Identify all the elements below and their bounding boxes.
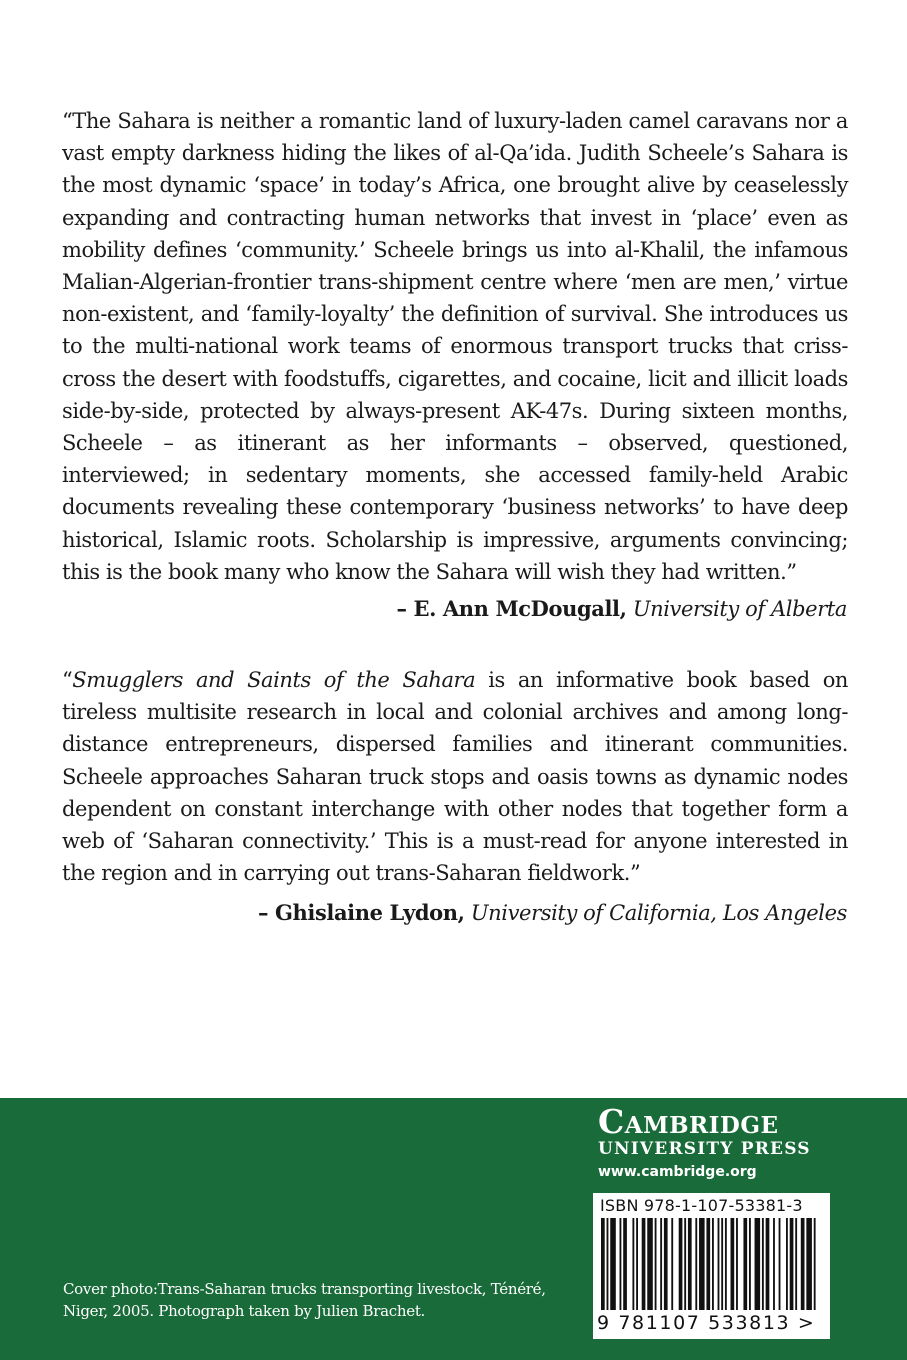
barcode-bar — [795, 1218, 797, 1310]
barcode-bar — [620, 1218, 622, 1310]
barcode-bar — [779, 1218, 781, 1310]
barcode-bar — [814, 1218, 816, 1310]
book-title: Smugglers and Saints of the Sahara — [72, 668, 476, 692]
reviewer-institution: University of California, Los Angeles — [470, 901, 847, 925]
barcode-bar — [684, 1218, 686, 1310]
barcode-bar — [755, 1218, 761, 1310]
barcode-bar — [695, 1218, 697, 1310]
reviewer-name: – Ghislaine Lydon, — [257, 900, 465, 925]
cover-photo-credit: Cover photo:Trans-Saharan trucks transporting livestock, Ténéré, Niger, 2005. Photograph taken by Julien Brachet. — [63, 1280, 546, 1320]
publisher-name: Cambridge — [598, 1102, 779, 1141]
quote-open-mark: “ — [62, 668, 73, 692]
barcode-bar — [801, 1218, 805, 1310]
barcode-bar — [786, 1218, 788, 1310]
barcode-bar — [731, 1218, 735, 1310]
review-attribution-1 — [396, 593, 847, 625]
barcode-bar — [632, 1218, 634, 1310]
publisher-block — [598, 1104, 828, 1182]
barcode-bar — [773, 1218, 775, 1310]
review-attribution-2 — [258, 897, 847, 929]
barcode-bar — [790, 1218, 794, 1310]
barcode-bar — [743, 1218, 747, 1310]
barcode-bar — [642, 1218, 646, 1310]
reviewer-institution: University of Alberta — [632, 597, 847, 621]
barcode-bar — [699, 1218, 705, 1310]
barcode-bar — [725, 1218, 727, 1310]
barcode-bar — [671, 1218, 673, 1310]
barcode-bar — [806, 1218, 812, 1310]
barcode-bar — [636, 1218, 638, 1310]
barcode-bar — [706, 1218, 710, 1310]
barcode-bar — [749, 1218, 751, 1310]
barcode-bar — [664, 1218, 668, 1310]
review-quote-1: “The Sahara is neither a romantic land of luxury-laden camel caravans nor a vast empty darkness hiding the likes of al-Qa’ida. Judith Scheele’s Sahara is the most dynamic ‘space’ in today’s Africa, one brought alive by ceaselessly expanding and contracting human networks that invest in ‘place’ even as mobility defines ‘community.’ Scheele brings us into al-Khalil, the infamous Malian-Algerian-frontier trans-shipment centre where ‘men are men,’ virtue non-existent, and ‘family-loyalty’ the definition of survival. She introduces us to the multi-national work teams of enormous transport trucks that criss-cross the desert with foodstuffs, cigarettes, and cocaine, licit and illicit loads side-by-side, protected by always-present AK-47s. During sixteen months, Scheele – as itinerant as her informants – observed, questioned, interviewed; in sedentary moments, she accessed family-held Arabic documents revealing these contemporary ‘business networks’ to have deep historical, Islamic roots. Scholarship is impressive, arguments convincing; this is the book many who know the Sahara will wish they had written.” — [62, 109, 848, 584]
barcode-bar — [679, 1218, 683, 1310]
barcode-bar — [736, 1218, 738, 1310]
barcode-bar — [766, 1218, 770, 1310]
barcode-bar — [610, 1218, 616, 1310]
barcode-digits: 9 781107 533813 > — [597, 1312, 816, 1334]
barcode-bar — [688, 1218, 692, 1310]
review-quote-2-text: is an informative book based on tireless multisite research in local and colonial archives and among long-distance entrepreneurs, dispersed families and itinerant communities. Scheele approaches Saharan truck stops and oasis towns as dynamic nodes dependent on constant interchange with other nodes that together form a web of ‘Saharan connectivity.’ This is a must-read for anyone interested in the region and in carrying out trans-Saharan fieldwork.” — [62, 668, 848, 886]
isbn-barcode — [593, 1193, 830, 1339]
barcode-bar — [647, 1218, 653, 1310]
barcode-bar — [655, 1218, 657, 1310]
barcode-bar — [718, 1218, 720, 1310]
barcode-bar — [623, 1218, 627, 1310]
barcode-bar — [607, 1218, 609, 1310]
review-quote-2 — [62, 664, 848, 889]
barcode-bar — [660, 1218, 662, 1310]
barcode-bar — [721, 1218, 723, 1310]
barcode-bar — [712, 1218, 714, 1310]
barcode-bar — [601, 1218, 605, 1310]
isbn-label: ISBN 978-1-107-53381-3 — [600, 1196, 803, 1215]
publisher-press: UNIVERSITY PRESS — [598, 1139, 811, 1159]
barcode-bar — [762, 1218, 764, 1310]
barcode-bars — [601, 1218, 821, 1314]
reviewer-name: – E. Ann McDougall, — [396, 596, 627, 621]
publisher-url: www.cambridge.org — [598, 1164, 757, 1180]
